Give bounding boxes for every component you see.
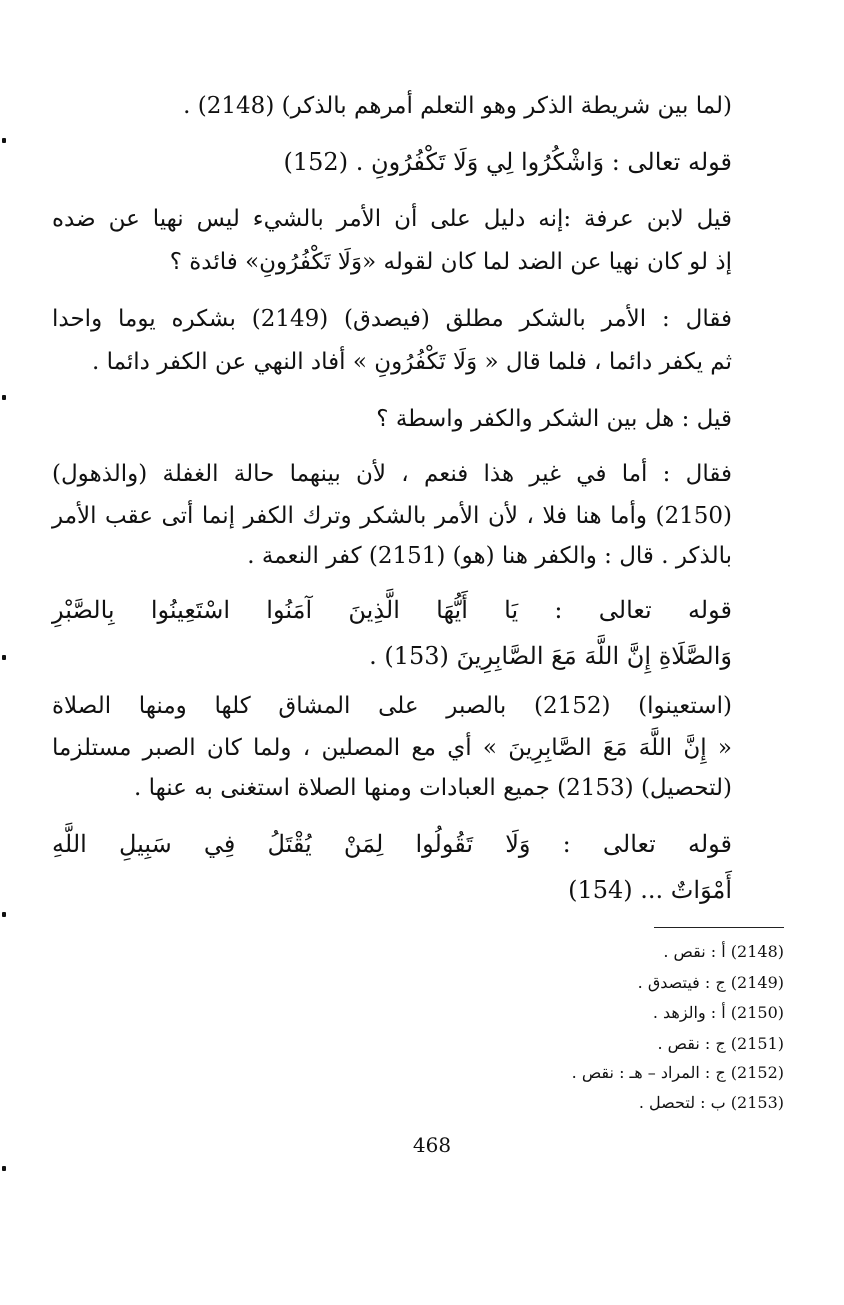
text-line: « إِنَّ اللَّهَ مَعَ الصَّابِرِينَ » أي مع المصلين ، ولما كان الصبر مستلزما — [52, 735, 732, 761]
footnote: (2149) ج : فيتصدق . — [637, 973, 784, 992]
scan-margin-mark — [2, 1166, 6, 1171]
quran-verse-line: قوله تعالى : وَلَا تَقُولُوا لِمَنْ يُقْتَلُ فِي سَبِيلِ اللَّهِ — [52, 830, 732, 858]
text-line: (لتحصيل) (2153) جميع العبادات ومنها الصلاة استغنى به عنها . — [134, 775, 732, 801]
scan-margin-mark — [2, 655, 6, 660]
text-line: (2150) وأما هنا فلا ، لأن الأمر بالشكر وترك الكفر إنما أتى عقب الأمر — [52, 503, 732, 529]
text-line: قيل لابن عرفة :إنه دليل على أن الأمر بالشيء ليس نهيا عن ضده — [52, 206, 732, 232]
footnote: (2150) أ : والزهد . — [652, 1003, 784, 1022]
scan-margin-mark — [2, 912, 6, 917]
footnote: (2151) ج : نقص . — [657, 1034, 784, 1053]
quran-verse-line: قوله تعالى : يَا أَيُّهَا الَّذِينَ آمَنُوا اسْتَعِينُوا بِالصَّبْرِ — [52, 596, 732, 624]
text-line: فقال : الأمر بالشكر مطلق (فيصدق) (2149) بشكره يوما واحدا — [52, 306, 732, 332]
text-line: ثم يكفر دائما ، فلما قال « وَلَا تَكْفُرُونِ » أفاد النهي عن الكفر دائما . — [91, 349, 732, 375]
scan-margin-mark — [2, 138, 6, 143]
text-line: إذ لو كان نهيا عن الضد لما كان لقوله «وَلَا تَكْفُرُونِ» فائدة ؟ — [169, 249, 732, 275]
footnote: (2148) أ : نقص . — [663, 942, 784, 961]
footnote: (2153) ب : لتحصل . — [638, 1093, 784, 1112]
page-number: 468 — [412, 1133, 452, 1157]
text-line: فقال : أما في غير هذا فنعم ، لأن بينهما حالة الغفلة (والذهول) — [52, 461, 732, 487]
text-line: قيل : هل بين الشكر والكفر واسطة ؟ — [376, 406, 732, 432]
scan-margin-mark — [2, 395, 6, 400]
footnote-separator — [654, 927, 784, 928]
footnote: (2152) ج : المراد – هـ : نقص . — [571, 1063, 784, 1082]
text-line: بالذكر . قال : والكفر هنا (هو) (2151) كفر النعمة . — [247, 543, 732, 569]
quran-verse-line: وَالصَّلَاةِ إِنَّ اللَّهَ مَعَ الصَّابِرِينَ (153) . — [369, 642, 732, 670]
text-line: (استعينوا) (2152) بالصبر على المشاق كلها ومنها الصلاة — [52, 693, 732, 719]
quran-verse-line: قوله تعالى : وَاشْكُرُوا لِي وَلَا تَكْفُرُونِ . (152) — [283, 148, 732, 176]
text-line: (لما بين شريطة الذكر وهو التعلم أمرهم بالذكر) (2148) . — [183, 93, 732, 119]
quran-verse-line: أَمْوَاتٌ ... (154) — [568, 876, 732, 904]
